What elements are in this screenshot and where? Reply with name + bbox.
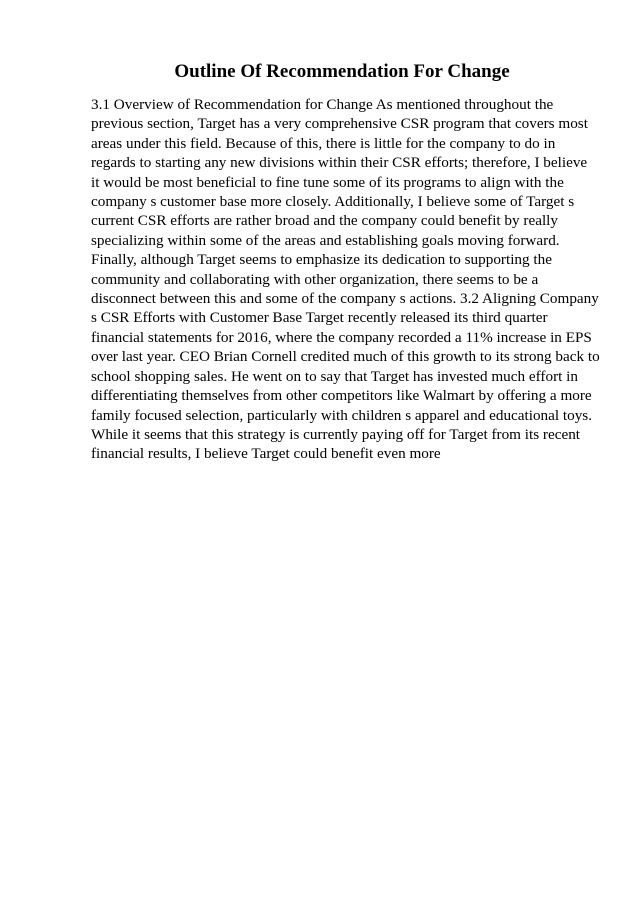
text-line: it would be most beneficial to fine tune some of its programs to align with the — [91, 173, 564, 191]
text-line: financial results, I believe Target could benefit even more — [91, 445, 441, 463]
text-line: school shopping sales. He went on to say that Target has invested much effort in — [91, 367, 578, 385]
text-line: regards to starting any new divisions within their CSR efforts; therefore, I believe — [91, 154, 588, 172]
text-line: 3.1 Overview of Recommendation for Change As mentioned throughout the — [91, 96, 554, 113]
text-line: community and collaborating with other organization, there seems to be a — [91, 270, 539, 288]
body-paragraph — [91, 95, 600, 464]
text-line: previous section, Target has a very comprehensive CSR program that covers most — [91, 115, 588, 133]
text-line: company s customer base more closely. Additionally, I believe some of Target s — [91, 193, 575, 211]
text-line: disconnect between this and some of the company s actions. 3.2 Aligning Company — [91, 290, 599, 308]
text-line: current CSR efforts are rather broad and the company could benefit by really — [91, 212, 558, 230]
text-line: financial statements for 2016, where the company recorded a 11% increase in EPS — [91, 328, 592, 346]
text-line: over last year. CEO Brian Cornell credited much of this growth to its strong back to — [91, 348, 600, 366]
text-line: family focused selection, particularly with children s apparel and educational toys. — [91, 406, 593, 424]
text-line: specializing within some of the areas and establishing goals moving forward. — [91, 231, 560, 249]
page-title: Outline Of Recommendation For Change — [174, 61, 510, 82]
text-line: differentiating themselves from other competitors like Walmart by offering a more — [91, 387, 592, 405]
text-line: s CSR Efforts with Customer Base Target recently released its third quarter — [91, 309, 548, 327]
text-line: Finally, although Target seems to emphasize its dedication to supporting the — [91, 251, 552, 269]
text-line: areas under this field. Because of this, there is little for the company to do in — [91, 134, 556, 152]
text-line: While it seems that this strategy is currently paying off for Target from its recent — [91, 425, 581, 443]
